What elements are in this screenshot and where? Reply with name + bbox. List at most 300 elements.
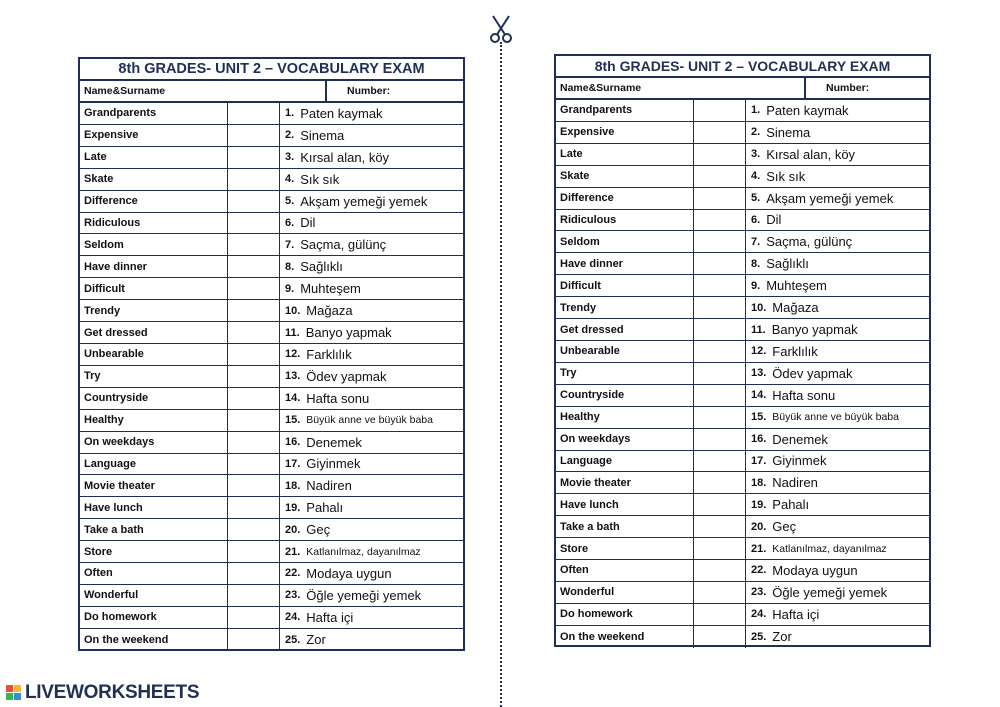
- english-word: Expensive: [556, 122, 694, 143]
- meaning-text: Akşam yemeği yemek: [300, 193, 428, 209]
- english-word: Difficult: [556, 275, 694, 296]
- meaning-text: Büyük anne ve büyük baba: [772, 411, 899, 424]
- answer-box[interactable]: [228, 234, 280, 255]
- vocab-row: [556, 275, 929, 297]
- turkish-meaning: [280, 278, 463, 299]
- item-number: 14.: [751, 389, 767, 402]
- item-number: 11.: [751, 323, 766, 336]
- vocab-row: [80, 278, 463, 300]
- answer-box[interactable]: [228, 169, 280, 190]
- vocab-row: [556, 297, 929, 319]
- vocab-row: [556, 188, 929, 210]
- meaning-text: Kırsal alan, köy: [300, 149, 390, 165]
- turkish-meaning: [746, 363, 929, 384]
- meaning-text: Giyinmek: [772, 453, 827, 469]
- vocab-row: [80, 300, 463, 322]
- turkish-meaning: [746, 166, 929, 187]
- vocab-row: [80, 344, 463, 366]
- liveworksheets-brand: [6, 682, 199, 704]
- meaning-text: Pahalı: [772, 497, 810, 513]
- english-word: Do homework: [556, 604, 694, 625]
- vocab-row: [556, 604, 929, 626]
- answer-box[interactable]: [228, 344, 280, 365]
- vocab-row: [556, 144, 929, 166]
- answer-box[interactable]: [228, 278, 280, 299]
- vocab-row: [556, 451, 929, 473]
- meaning-text: Hafta sonu: [772, 387, 836, 403]
- english-word: Language: [80, 454, 228, 475]
- english-word: Healthy: [556, 407, 694, 428]
- answer-box[interactable]: [228, 125, 280, 146]
- answer-box[interactable]: [694, 626, 746, 648]
- vocab-row: [80, 213, 463, 235]
- turkish-meaning: [746, 472, 929, 493]
- meaning-text: Saçma, gülünç: [300, 237, 387, 253]
- item-number: 21.: [751, 542, 767, 555]
- english-word: Expensive: [80, 125, 228, 146]
- item-number: 2.: [285, 129, 295, 142]
- vocab-row: [80, 147, 463, 169]
- meaning-text: Sinema: [766, 124, 811, 140]
- item-number: 12.: [285, 348, 301, 361]
- turkish-meaning: [746, 560, 929, 581]
- turkish-meaning: [746, 210, 929, 231]
- item-number: 8.: [751, 257, 761, 270]
- meaning-text: Muhteşem: [300, 281, 361, 297]
- english-word: Healthy: [80, 410, 228, 431]
- vocab-row: [80, 519, 463, 541]
- vocab-row: [80, 607, 463, 629]
- turkish-meaning: [280, 191, 463, 212]
- vocab-row: [556, 100, 929, 122]
- answer-box[interactable]: [694, 341, 746, 362]
- item-number: 23.: [751, 586, 767, 599]
- item-number: 15.: [751, 411, 767, 424]
- english-word: Trendy: [80, 300, 228, 321]
- answer-box[interactable]: [228, 519, 280, 540]
- turkish-meaning: [280, 366, 463, 387]
- turkish-meaning: [746, 538, 929, 559]
- turkish-meaning: [746, 604, 929, 625]
- answer-box[interactable]: [228, 103, 280, 124]
- number-field[interactable]: Number:: [347, 85, 391, 97]
- answer-box[interactable]: [228, 410, 280, 431]
- vocab-row: [80, 366, 463, 388]
- meaning-text: Katlanılmaz, dayanılmaz: [772, 542, 887, 555]
- english-word: Countryside: [80, 388, 228, 409]
- turkish-meaning: [746, 275, 929, 296]
- answer-box[interactable]: [694, 516, 746, 537]
- item-number: 16.: [751, 433, 767, 446]
- answer-box[interactable]: [694, 210, 746, 231]
- vocab-row: [556, 166, 929, 188]
- vocab-row: [556, 538, 929, 560]
- item-number: 8.: [285, 260, 295, 273]
- turkish-meaning: [746, 516, 929, 537]
- turkish-meaning: [746, 341, 929, 362]
- english-word: On the weekend: [80, 629, 228, 651]
- vocab-row: [556, 582, 929, 604]
- vocab-row: [556, 516, 929, 538]
- turkish-meaning: [280, 169, 463, 190]
- answer-box[interactable]: [228, 585, 280, 606]
- english-word: Wonderful: [80, 585, 228, 606]
- english-word: Unbearable: [80, 344, 228, 365]
- answer-box[interactable]: [228, 497, 280, 518]
- turkish-meaning: [280, 607, 463, 628]
- answer-box[interactable]: [228, 322, 280, 343]
- item-number: 16.: [285, 436, 301, 449]
- meaning-text: Büyük anne ve büyük baba: [306, 414, 433, 427]
- answer-box[interactable]: [694, 122, 746, 143]
- meaning-text: Kırsal alan, köy: [766, 146, 856, 162]
- item-number: 10.: [751, 301, 767, 314]
- turkish-meaning: [280, 497, 463, 518]
- meaning-text: Geç: [306, 522, 331, 538]
- student-info-row: [556, 78, 929, 100]
- turkish-meaning: [746, 100, 929, 121]
- english-word: Try: [80, 366, 228, 387]
- item-number: 12.: [751, 345, 767, 358]
- item-number: 7.: [751, 235, 761, 248]
- meaning-text: Paten kaymak: [300, 105, 383, 121]
- turkish-meaning: [280, 454, 463, 475]
- turkish-meaning: [746, 231, 929, 252]
- name-surname-field[interactable]: Name&Surname: [556, 78, 806, 98]
- turkish-meaning: [746, 188, 929, 209]
- answer-box[interactable]: [228, 541, 280, 562]
- vocab-row: [80, 585, 463, 607]
- english-word: On weekdays: [556, 429, 694, 450]
- vocab-row: [556, 319, 929, 341]
- english-word: Take a bath: [556, 516, 694, 537]
- turkish-meaning: [746, 144, 929, 165]
- item-number: 10.: [285, 304, 301, 317]
- answer-box[interactable]: [228, 300, 280, 321]
- answer-box[interactable]: [694, 231, 746, 252]
- turkish-meaning: [280, 125, 463, 146]
- item-number: 15.: [285, 414, 301, 427]
- meaning-text: Banyo yapmak: [771, 322, 858, 338]
- turkish-meaning: [280, 147, 463, 168]
- answer-box[interactable]: [228, 607, 280, 628]
- meaning-text: Hafta içi: [306, 609, 354, 625]
- answer-box[interactable]: [228, 366, 280, 387]
- turkish-meaning: [280, 256, 463, 277]
- item-number: 14.: [285, 392, 301, 405]
- turkish-meaning: [746, 407, 929, 428]
- meaning-text: Farklılık: [772, 343, 818, 359]
- vocab-row: [556, 253, 929, 275]
- item-number: 24.: [285, 611, 301, 624]
- item-number: 13.: [751, 367, 767, 380]
- item-number: 18.: [285, 479, 301, 492]
- meaning-text: Sık sık: [766, 168, 806, 184]
- english-word: Countryside: [556, 385, 694, 406]
- answer-box[interactable]: [694, 494, 746, 515]
- english-word: Grandparents: [556, 100, 694, 121]
- answer-box[interactable]: [228, 213, 280, 234]
- item-number: 2.: [751, 126, 761, 139]
- cut-line: [500, 42, 502, 707]
- vocab-row: [80, 125, 463, 147]
- turkish-meaning: [280, 344, 463, 365]
- english-word: Difference: [80, 191, 228, 212]
- meaning-text: Hafta içi: [772, 606, 820, 622]
- meaning-text: Banyo yapmak: [305, 325, 392, 341]
- english-word: Late: [556, 144, 694, 165]
- item-number: 7.: [285, 238, 295, 251]
- meaning-text: Hafta sonu: [306, 390, 370, 406]
- meaning-text: Dil: [300, 215, 316, 231]
- english-word: Ridiculous: [556, 210, 694, 231]
- vocab-row: [556, 231, 929, 253]
- answer-box[interactable]: [694, 582, 746, 603]
- vocab-row: [556, 472, 929, 494]
- turkish-meaning: [746, 451, 929, 472]
- turkish-meaning: [280, 322, 463, 343]
- english-word: Often: [80, 563, 228, 584]
- item-number: 1.: [285, 107, 295, 120]
- meaning-text: Öğle yemeği yemek: [306, 587, 422, 603]
- turkish-meaning: [746, 385, 929, 406]
- meaning-text: Sağlıklı: [300, 259, 343, 275]
- item-number: 4.: [751, 170, 761, 183]
- vocab-row: [80, 410, 463, 432]
- item-number: 18.: [751, 476, 767, 489]
- english-word: Skate: [556, 166, 694, 187]
- turkish-meaning: [280, 388, 463, 409]
- answer-box[interactable]: [694, 297, 746, 318]
- vocab-row: [556, 385, 929, 407]
- item-number: 22.: [285, 567, 301, 580]
- english-word: Difference: [556, 188, 694, 209]
- turkish-meaning: [746, 253, 929, 274]
- english-word: Store: [556, 538, 694, 559]
- item-number: 22.: [751, 564, 767, 577]
- vocab-row: [80, 234, 463, 256]
- turkish-meaning: [280, 213, 463, 234]
- item-number: 1.: [751, 104, 761, 117]
- vocab-row: [80, 432, 463, 454]
- english-word: Wonderful: [556, 582, 694, 603]
- liveworksheets-logo-icon: [6, 685, 22, 701]
- english-word: On the weekend: [556, 626, 694, 648]
- turkish-meaning: [746, 582, 929, 603]
- turkish-meaning: [280, 300, 463, 321]
- item-number: 3.: [751, 148, 761, 161]
- meaning-text: Farklılık: [306, 346, 352, 362]
- english-word: Late: [80, 147, 228, 168]
- item-number: 5.: [751, 192, 761, 205]
- meaning-text: Muhteşem: [766, 278, 827, 294]
- item-number: 23.: [285, 589, 301, 602]
- turkish-meaning: [280, 541, 463, 562]
- english-word: Have lunch: [556, 494, 694, 515]
- item-number: 9.: [285, 282, 295, 295]
- english-word: Have dinner: [80, 256, 228, 277]
- answer-box[interactable]: [694, 275, 746, 296]
- answer-box[interactable]: [694, 319, 746, 340]
- english-word: Seldom: [556, 231, 694, 252]
- exam-title: 8th GRADES- UNIT 2 – VOCABULARY EXAM: [80, 59, 463, 81]
- vocab-row: [80, 475, 463, 497]
- vocab-row: [556, 341, 929, 363]
- answer-box[interactable]: [694, 385, 746, 406]
- item-number: 6.: [285, 216, 295, 229]
- student-info-row: [80, 81, 463, 103]
- vocab-row: [80, 541, 463, 563]
- english-word: Language: [556, 451, 694, 472]
- english-word: Movie theater: [556, 472, 694, 493]
- answer-box[interactable]: [228, 147, 280, 168]
- vocab-row: [80, 169, 463, 191]
- meaning-text: Mağaza: [306, 303, 353, 319]
- english-word: Get dressed: [80, 322, 228, 343]
- answer-box[interactable]: [228, 256, 280, 277]
- answer-box[interactable]: [228, 191, 280, 212]
- vocab-row: [556, 122, 929, 144]
- answer-box[interactable]: [694, 560, 746, 581]
- vocab-row: [556, 210, 929, 232]
- answer-box[interactable]: [694, 472, 746, 493]
- meaning-text: Modaya uygun: [306, 565, 392, 581]
- meaning-text: Paten kaymak: [766, 102, 849, 118]
- meaning-text: Sinema: [300, 127, 345, 143]
- turkish-meaning: [280, 103, 463, 124]
- answer-box[interactable]: [694, 144, 746, 165]
- turkish-meaning: [280, 563, 463, 584]
- turkish-meaning: [746, 429, 929, 450]
- answer-box[interactable]: [694, 538, 746, 559]
- english-word: Ridiculous: [80, 213, 228, 234]
- meaning-text: Dil: [766, 212, 782, 228]
- turkish-meaning: [280, 585, 463, 606]
- item-number: 11.: [285, 326, 300, 339]
- item-number: 13.: [285, 370, 301, 383]
- item-number: 19.: [751, 498, 767, 511]
- name-surname-field[interactable]: Name&Surname: [80, 81, 327, 101]
- answer-box[interactable]: [228, 432, 280, 453]
- meaning-text: Sağlıklı: [766, 256, 809, 272]
- meaning-text: Zor: [306, 632, 326, 648]
- answer-box[interactable]: [694, 451, 746, 472]
- turkish-meaning: [746, 626, 929, 648]
- english-word: Have lunch: [80, 497, 228, 518]
- vocab-row: [80, 563, 463, 585]
- english-word: Trendy: [556, 297, 694, 318]
- answer-box[interactable]: [228, 563, 280, 584]
- meaning-text: Mağaza: [772, 300, 819, 316]
- english-word: Do homework: [80, 607, 228, 628]
- meaning-text: Nadiren: [306, 478, 352, 494]
- item-number: 17.: [285, 457, 301, 470]
- meaning-text: Ödev yapmak: [306, 368, 387, 384]
- meaning-text: Denemek: [772, 431, 828, 447]
- answer-box[interactable]: [694, 166, 746, 187]
- answer-box[interactable]: [694, 604, 746, 625]
- item-number: 19.: [285, 501, 301, 514]
- vocab-row: [80, 256, 463, 278]
- meaning-text: Modaya uygun: [772, 562, 858, 578]
- vocab-row: [556, 560, 929, 582]
- item-number: 20.: [751, 520, 767, 533]
- meaning-text: Saçma, gülünç: [766, 234, 853, 250]
- english-word: Get dressed: [556, 319, 694, 340]
- meaning-text: Katlanılmaz, dayanılmaz: [306, 545, 421, 558]
- english-word: Grandparents: [80, 103, 228, 124]
- english-word: Unbearable: [556, 341, 694, 362]
- exam-sheet-left: [78, 57, 465, 651]
- english-word: Often: [556, 560, 694, 581]
- answer-box[interactable]: [228, 629, 280, 651]
- item-number: 25.: [285, 633, 301, 646]
- turkish-meaning: [280, 234, 463, 255]
- english-word: On weekdays: [80, 432, 228, 453]
- number-field[interactable]: Number:: [826, 82, 870, 94]
- vocab-row: [556, 494, 929, 516]
- turkish-meaning: [746, 122, 929, 143]
- vocab-row: [80, 191, 463, 213]
- turkish-meaning: [746, 319, 929, 340]
- exam-sheet-right: [554, 54, 931, 647]
- vocab-row: [80, 322, 463, 344]
- item-number: 17.: [751, 454, 767, 467]
- vocab-row: [80, 388, 463, 410]
- vocab-row: [80, 629, 463, 651]
- english-word: Store: [80, 541, 228, 562]
- answer-box[interactable]: [228, 475, 280, 496]
- english-word: Skate: [80, 169, 228, 190]
- meaning-text: Ödev yapmak: [772, 365, 853, 381]
- answer-box[interactable]: [694, 429, 746, 450]
- meaning-text: Giyinmek: [306, 456, 361, 472]
- turkish-meaning: [280, 432, 463, 453]
- item-number: 20.: [285, 523, 301, 536]
- answer-box[interactable]: [694, 100, 746, 121]
- turkish-meaning: [280, 519, 463, 540]
- vocab-row: [80, 103, 463, 125]
- vocabulary-table: [556, 100, 929, 648]
- scissors-icon: [488, 14, 514, 44]
- answer-box[interactable]: [694, 407, 746, 428]
- english-word: Have dinner: [556, 253, 694, 274]
- item-number: 24.: [751, 608, 767, 621]
- meaning-text: Denemek: [306, 434, 362, 450]
- item-number: 6.: [751, 213, 761, 226]
- exam-title: 8th GRADES- UNIT 2 – VOCABULARY EXAM: [556, 56, 929, 78]
- vocabulary-table: [80, 103, 463, 651]
- answer-box[interactable]: [694, 253, 746, 274]
- turkish-meaning: [746, 494, 929, 515]
- answer-box[interactable]: [694, 363, 746, 384]
- turkish-meaning: [746, 297, 929, 318]
- answer-box[interactable]: [228, 388, 280, 409]
- answer-box[interactable]: [228, 454, 280, 475]
- vocab-row: [80, 454, 463, 476]
- vocab-row: [556, 407, 929, 429]
- vocab-row: [556, 363, 929, 385]
- english-word: Try: [556, 363, 694, 384]
- item-number: 9.: [751, 279, 761, 292]
- answer-box[interactable]: [694, 188, 746, 209]
- brand-text: LIVEWORKSHEETS: [25, 682, 200, 703]
- item-number: 21.: [285, 545, 301, 558]
- turkish-meaning: [280, 410, 463, 431]
- item-number: 3.: [285, 151, 295, 164]
- meaning-text: Nadiren: [772, 475, 818, 491]
- turkish-meaning: [280, 475, 463, 496]
